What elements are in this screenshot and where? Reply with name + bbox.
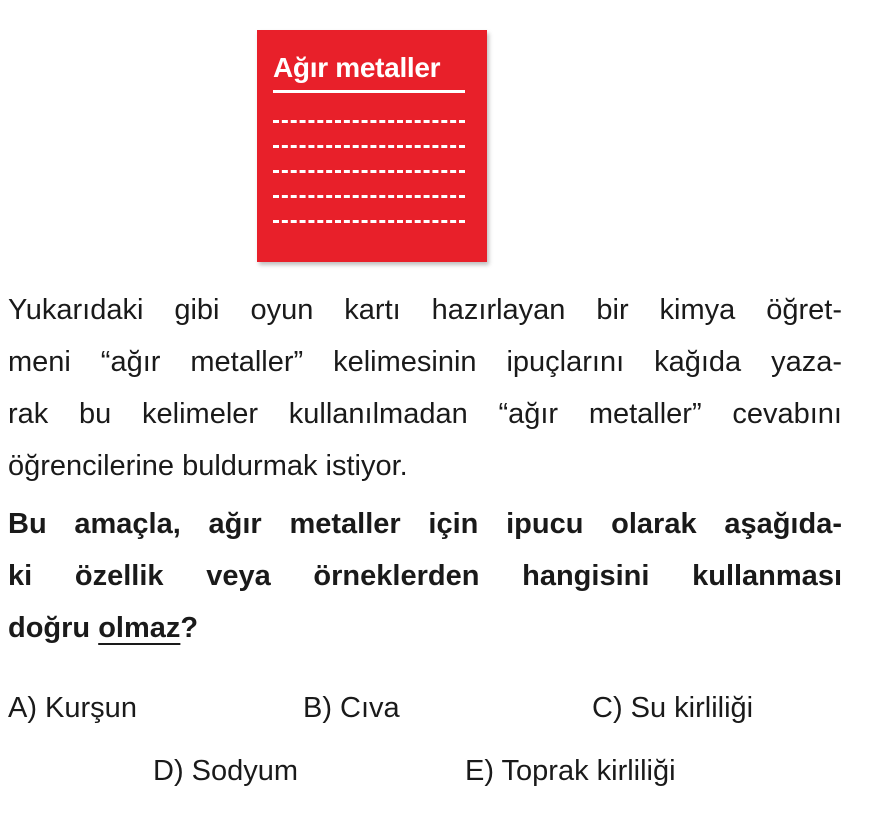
question-line: Bu amaçla, ağır metaller için ipucu olarak aşağıda-: [8, 508, 842, 540]
card-title-underline: [273, 90, 465, 93]
question-intro-paragraph: [8, 284, 842, 492]
intro-line: Yukarıdaki gibi oyun kartı hazırlayan bir kimya öğret-: [8, 294, 842, 326]
question-line: [8, 602, 842, 654]
intro-line: meni “ağır metaller” kelimesinin ipuçlarını kağıda yaza-: [8, 346, 842, 378]
game-card: [257, 30, 487, 262]
question-line: ki özellik veya örneklerden hangisini kullanması: [8, 560, 842, 592]
card-dotted-line: [273, 145, 465, 148]
card-dotted-line: [273, 120, 465, 123]
card-dotted-line: [273, 195, 465, 198]
option-b[interactable]: B) Cıva: [303, 692, 400, 724]
card-title: Ağır metaller: [273, 52, 441, 83]
card-dotted-line: [273, 220, 465, 223]
question-mark: ?: [180, 612, 199, 644]
question-stem: [8, 498, 842, 654]
option-e[interactable]: E) Toprak kirliliği: [465, 755, 676, 787]
question-negation-underlined: olmaz: [98, 612, 181, 644]
option-d[interactable]: D) Sodyum: [153, 755, 299, 787]
intro-line: rak bu kelimeler kullanılmadan “ağır metaller” cevabını: [8, 398, 842, 430]
option-a[interactable]: A) Kurşun: [8, 692, 137, 724]
intro-line: öğrencilerine buldurmak istiyor.: [8, 450, 408, 482]
card-dotted-line: [273, 170, 465, 173]
option-c[interactable]: C) Su kirliliği: [592, 692, 754, 724]
question-last-prefix: doğru: [8, 612, 99, 644]
